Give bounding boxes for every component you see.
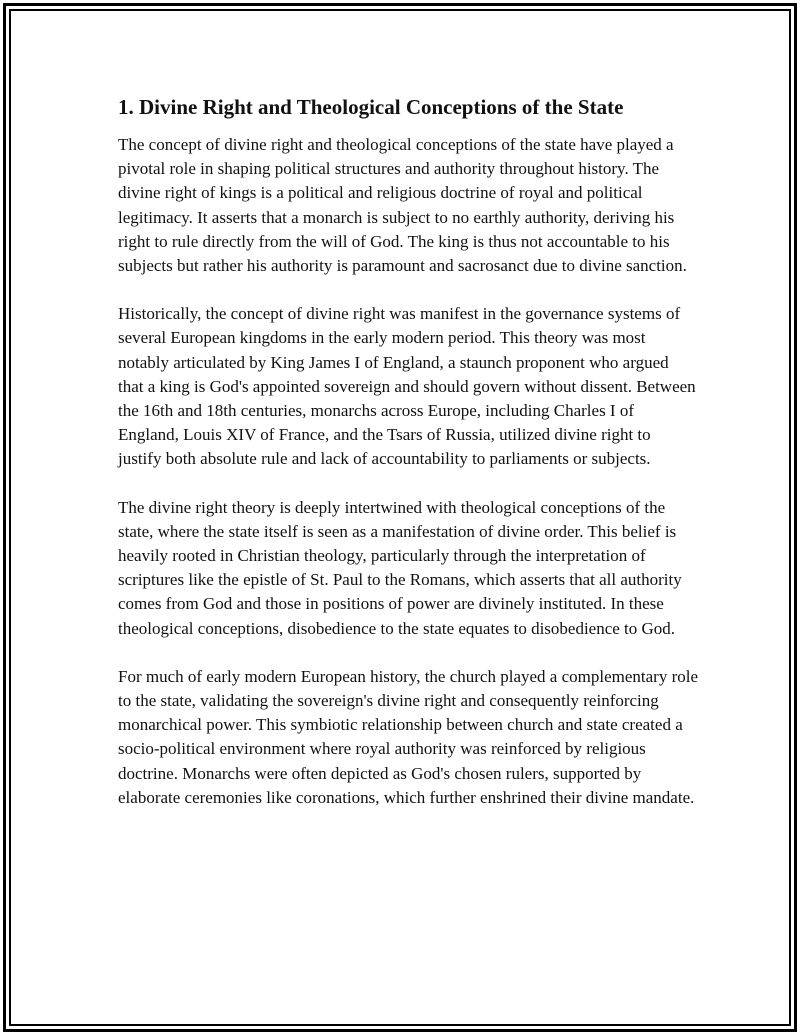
document-body [118, 94, 698, 810]
paragraph-1: The concept of divine right and theological conceptions of the state have played a pivotal role in shaping political structures and authority throughout history. The divine right of kings is a political and religious doctrine of royal and political legitimacy. It asserts that a monarch is subject to no earthly authority, deriving his right to rule directly from the will of God. The king is thus not accountable to his subjects but rather his authority is paramount and sacrosanct due to divine sanction. [118, 135, 687, 276]
section-heading: 1. Divine Right and Theological Conceptions of the State [118, 95, 624, 119]
paragraph-3: The divine right theory is deeply intertwined with theological conceptions of the state, where the state itself is seen as a manifestation of divine order. This belief is heavily rooted in Christian theology, particularly through the interpretation of scriptures like the epistle of St. Paul to the Romans, which asserts that all authority comes from God and those in positions of power are divinely instituted. In these theological conceptions, disobedience to the state equates to disobedience to God. [118, 497, 682, 638]
paragraph-4: For much of early modern European history, the church played a complementary role to the state, validating the sovereign's divine right and consequently reinforcing monarchical power. This symbiotic relationship between church and state created a socio-political environment where royal authority was reinforced by religious doctrine. Monarchs were often depicted as God's chosen rulers, supported by elaborate ceremonies like coronations, which further enshrined their divine mandate. [118, 666, 699, 807]
paragraph-2: Historically, the concept of divine right was manifest in the governance systems of several European kingdoms in the early modern period. This theory was most notably articulated by King James I of England, a staunch proponent who argued that a king is God's appointed sovereign and should govern without dissent. Between the 16th and 18th centuries, monarchs across Europe, including Charles I of England, Louis XIV of France, and the Tsars of Russia, utilized divine right to justify both absolute rule and lack of accountability to parliaments or subjects. [118, 304, 696, 469]
